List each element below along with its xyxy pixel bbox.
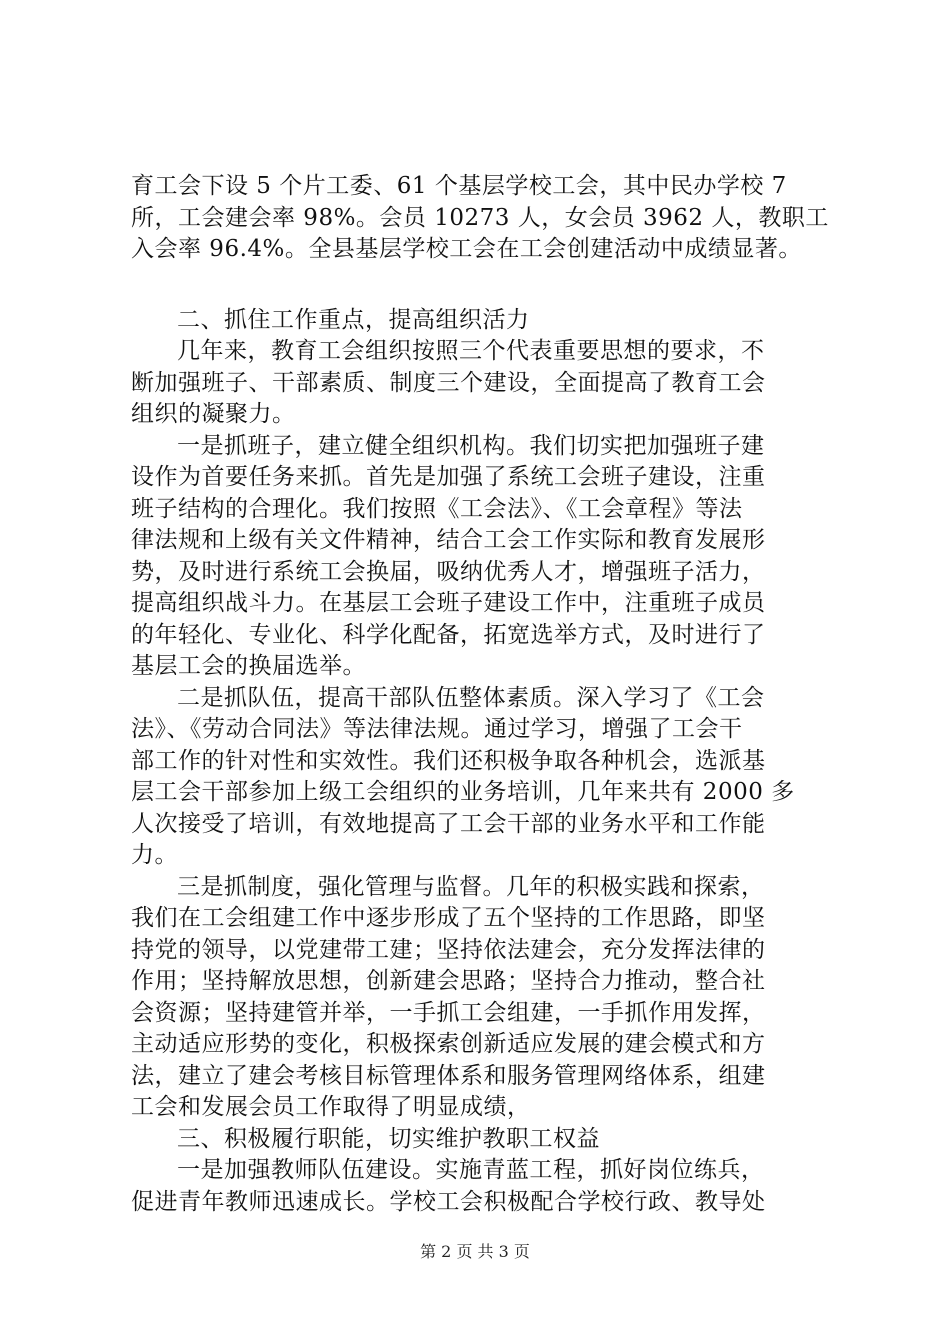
section-heading: 三、积极履行职能，切实维护教职工权益 xyxy=(177,1125,600,1152)
text-line: 层工会干部参加上级工会组织的业务培训，几年来共有 2000 多 xyxy=(131,779,795,805)
text-line: 设作为首要任务来抓。首先是加强了系统工会班子建设，注重 xyxy=(131,464,766,490)
section-heading: 二、抓住工作重点，提高组织活力 xyxy=(177,306,530,333)
text-line: 的年轻化、专业化、科学化配备，拓宽选举方式，及时进行了 xyxy=(131,621,766,648)
text-line: 基层工会的换届选举。 xyxy=(131,653,366,679)
text-line: 促进青年教师迅速成长。学校工会积极配合学校行政、教导处 xyxy=(131,1188,766,1215)
text-line: 入会率 96.4%。全县基层学校工会在工会创建活动中成绩显著。 xyxy=(131,236,802,262)
text-line: 法》、《劳动合同法》等法律法规。通过学习，增强了工会干 xyxy=(131,716,743,742)
text-line: 断加强班子、干部素质、制度三个建设，全面提高了教育工会 xyxy=(131,369,766,396)
document-body xyxy=(131,171,831,1218)
text-line: 人次接受了培训，有效地提高了工会干部的业务水平和工作能 xyxy=(131,810,766,837)
text-line: 工会和发展会员工作取得了明显成绩， xyxy=(131,1094,531,1120)
text-line: 主动适应形势的变化，积极探索创新适应发展的建会模式和方 xyxy=(131,1031,766,1057)
text-line: 法，建立了建会考核目标管理体系和服务管理网络体系，组建 xyxy=(131,1062,766,1089)
paragraph-gap xyxy=(131,266,831,305)
text-line: 会资源；坚持建管并举，一手抓工会组建，一手抓作用发挥， xyxy=(131,999,766,1026)
page-footer xyxy=(0,1242,950,1262)
text-line: 部工作的针对性和实效性。我们还积极争取各种机会，选派基 xyxy=(131,747,766,774)
page-number-label: 第 2 页 共 3 页 xyxy=(420,1242,530,1261)
text-line: 提高组织战斗力。在基层工会班子建设工作中，注重班子成员 xyxy=(131,590,766,616)
text-line: 势，及时进行系统工会换届，吸纳优秀人才，增强班子活力， xyxy=(131,558,766,585)
text-line: 力。 xyxy=(131,842,178,868)
text-line: 持党的领导，以党建带工建；坚持依法建会，充分发挥法律的 xyxy=(131,936,766,963)
text-line: 几年来，教育工会组织按照三个代表重要思想的要求，不 xyxy=(177,338,765,364)
text-line: 三是抓制度，强化管理与监督。几年的积极实践和探索， xyxy=(177,873,765,900)
text-line: 二是抓队伍，提高干部队伍整体素质。深入学习了《工会 xyxy=(177,684,765,711)
text-line: 班子结构的合理化。我们按照《工会法》、《工会章程》等法 xyxy=(131,495,743,522)
text-line: 育工会下设 5 个片工委、61 个基层学校工会，其中民办学校 7 xyxy=(131,173,787,199)
text-line: 组织的凝聚力。 xyxy=(131,401,296,427)
text-line: 律法规和上级有关文件精神，结合工会工作实际和教育发展形 xyxy=(131,527,766,553)
text-line: 一是抓班子，建立健全组织机构。我们切实把加强班子建 xyxy=(177,432,765,459)
text-line: 所，工会建会率 98%。会员 10273 人，女会员 3962 人，教职工 xyxy=(131,204,829,231)
text-line: 我们在工会组建工作中逐步形成了五个坚持的工作思路，即坚 xyxy=(131,905,766,931)
text-line: 作用；坚持解放思想，创新建会思路；坚持合力推动，整合社 xyxy=(131,968,766,994)
text-line: 一是加强教师队伍建设。实施青蓝工程，抓好岗位练兵， xyxy=(177,1157,765,1183)
